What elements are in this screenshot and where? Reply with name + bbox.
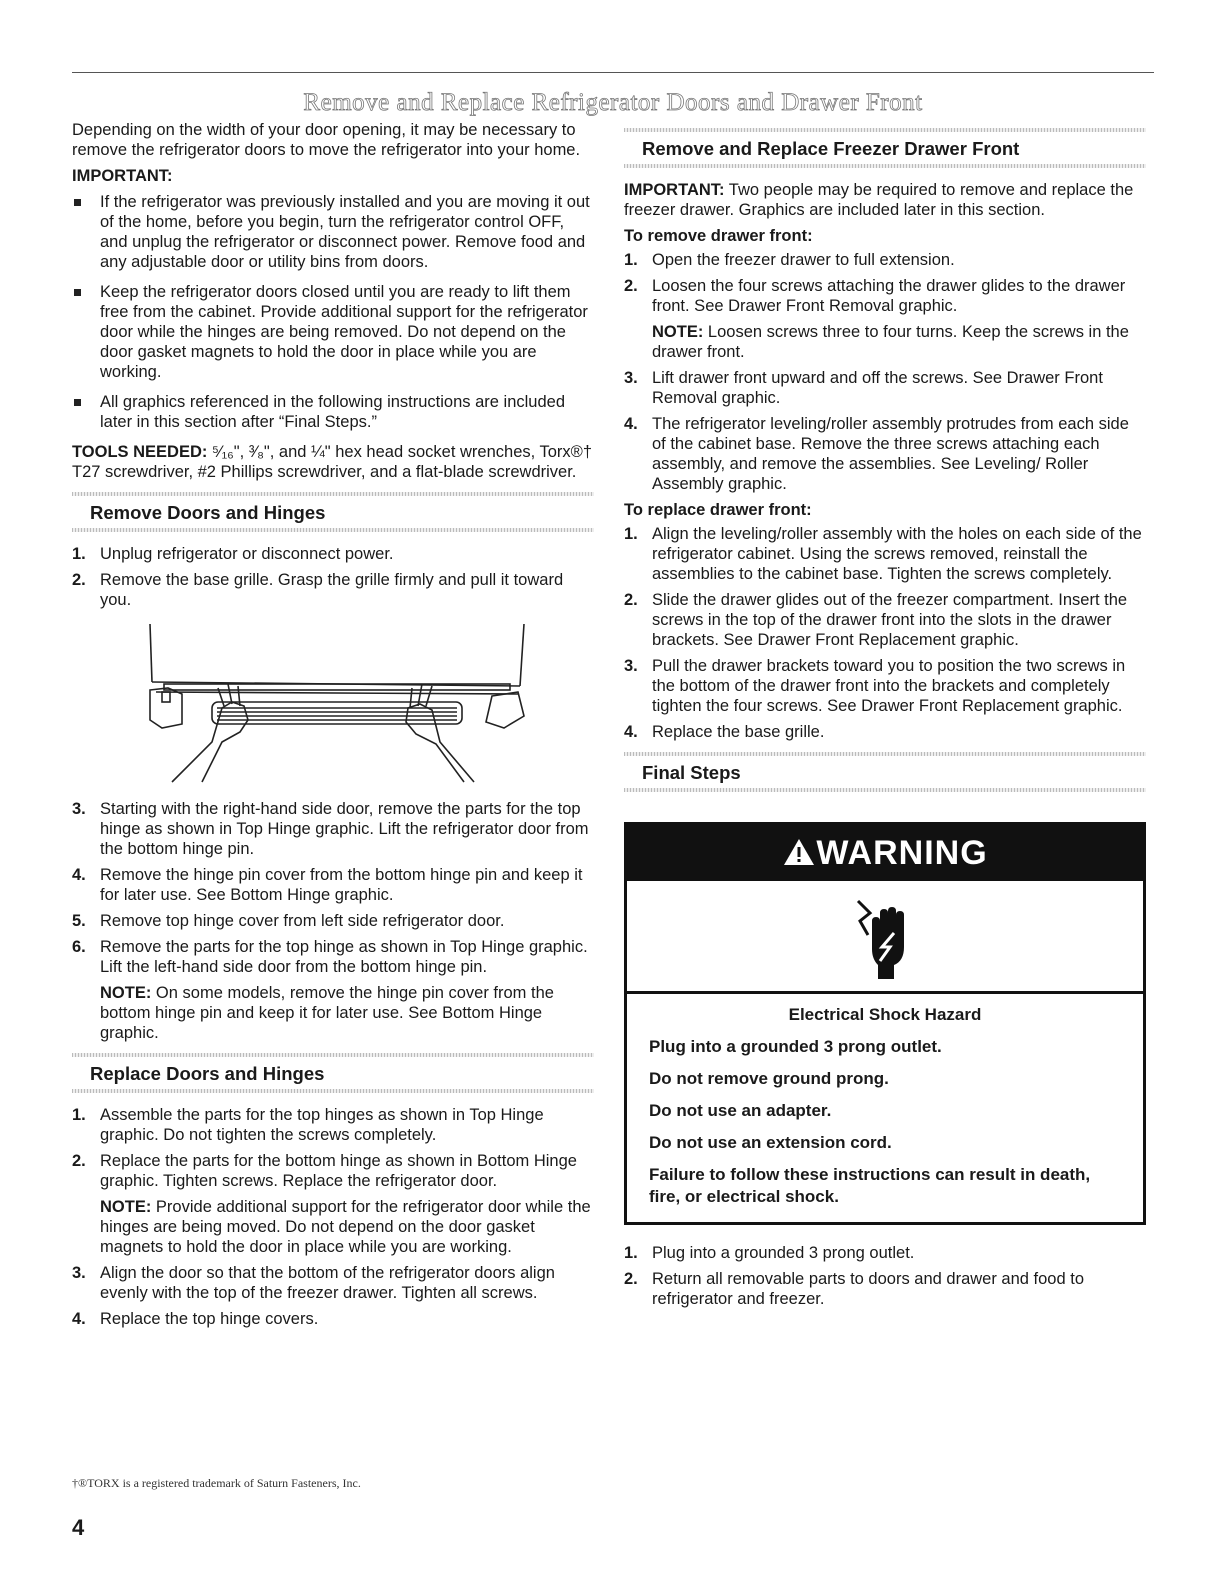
warning-line: Do not use an extension cord.: [649, 1133, 892, 1152]
remove-drawer-steps: [624, 250, 1146, 494]
step-item: [624, 250, 1146, 270]
page-title: Remove and Replace Refrigerator Doors and Drawer Front: [303, 89, 923, 116]
note-label: NOTE:: [100, 1198, 152, 1216]
step-note: [652, 322, 1146, 362]
step-item: [72, 1151, 594, 1257]
hazard-title: Electrical Shock Hazard: [788, 1005, 982, 1024]
top-rule: [72, 72, 1154, 73]
step-text: Align the leveling/roller assembly with the holes on each side of the refrigerator cabinet. Using the screws removed, reinstall the assemblies to the cabinet base. Tighten the screws completely.: [652, 525, 1142, 583]
electrical-shock-hand-icon: [850, 891, 920, 981]
section-rule: [624, 788, 1146, 792]
note-label: NOTE:: [652, 323, 704, 341]
step-number: 2.: [72, 1152, 86, 1170]
note-text: Provide additional support for the refrigerator door while the hinges are being moved. Do not depend on the door gasket magnets to hold the door in place while you are working.: [100, 1198, 591, 1256]
important-text: Two people may be required to remove and replace the freezer drawer. Graphics are included later in this section.: [624, 181, 1134, 219]
freezer-important: [624, 180, 1146, 220]
step-number: 3.: [72, 1264, 86, 1282]
step-number: 1.: [624, 251, 638, 269]
step-item: [624, 414, 1146, 494]
step-item: [624, 656, 1146, 716]
section-heading: Remove Doors and Hinges: [90, 502, 326, 523]
trademark-footnote: †®TORX is a registered trademark of Saturn Fasteners, Inc.: [72, 1476, 361, 1490]
step-item: [72, 570, 594, 610]
tools-text: ⁵⁄₁₆", ³⁄₈", and ¼" hex head socket wrenches, Torx®† T27 screwdriver, #2 Phillips screwdriver, and a flat-blade screwdriver.: [72, 443, 592, 481]
step-text: The refrigerator leveling/roller assembly protrudes from each side of the cabinet base. Remove the three screws attaching each assembly, and remove the assemblies. See Leveling/ Roller Assembly graphic.: [652, 415, 1129, 493]
step-text: Replace the parts for the bottom hinge as shown in Bottom Hinge graphic. Tighten screws. Replace the refrigerator door.: [100, 1152, 577, 1190]
step-number: 2.: [624, 591, 638, 609]
step-number: 2.: [624, 277, 638, 295]
bullet-item: If the refrigerator was previously installed and you are moving it out of the home, before you begin, turn the refrigerator control OFF, and unplug the refrigerator or disconnect power. Remove food and any adjustable door or utility bins from doors.: [72, 192, 594, 272]
warning-line: Do not use an adapter.: [649, 1101, 832, 1120]
warning-icon-area: [627, 881, 1143, 994]
step-item: [624, 524, 1146, 584]
step-number: 2.: [72, 571, 86, 589]
step-item: [72, 544, 594, 564]
step-item: [624, 1269, 1146, 1309]
step-number: 4.: [72, 866, 86, 884]
step-number: 1.: [624, 1244, 638, 1262]
step-number: 1.: [624, 525, 638, 543]
warning-line: Do not remove ground prong.: [649, 1069, 889, 1088]
step-text: Pull the drawer brackets toward you to position the two screws in the bottom of the drawer front into the brackets and completely tighten the four screws. See Drawer Front Replacement graphic.: [652, 657, 1126, 715]
bullet-item: Keep the refrigerator doors closed until you are ready to lift them free from the cabinet. Provide additional support for the refrigerator door while the hinges are being removed. Do not depend on the door gasket magnets to hold the door in place while you are working.: [72, 282, 594, 382]
step-note: [100, 1197, 594, 1257]
final-steps-list: [624, 1243, 1146, 1309]
step-text: Remove the base grille. Grasp the grille firmly and pull it toward you.: [100, 571, 564, 609]
base-grille-illustration: [72, 624, 594, 784]
step-text: Lift drawer front upward and off the screws. See Drawer Front Removal graphic.: [652, 369, 1103, 407]
step-number: 5.: [72, 912, 86, 930]
step-item: [72, 1309, 594, 1329]
step-number: 4.: [72, 1310, 86, 1328]
warning-box: [624, 822, 1146, 1225]
important-label: IMPORTANT:: [72, 167, 173, 185]
step-item: [624, 590, 1146, 650]
step-item: [72, 799, 594, 859]
section-heading: Remove and Replace Freezer Drawer Front: [642, 138, 1020, 159]
step-number: 1.: [72, 545, 86, 563]
step-number: 1.: [72, 1106, 86, 1124]
warning-header: [627, 825, 1143, 881]
step-item: [624, 368, 1146, 408]
step-item: [72, 1105, 594, 1145]
left-column: [72, 120, 594, 1335]
step-number: 4.: [624, 723, 638, 741]
step-number: 2.: [624, 1270, 638, 1288]
step-text: Loosen the four screws attaching the drawer glides to the drawer front. See Drawer Front Removal graphic.: [652, 277, 1126, 315]
step-text: Assemble the parts for the top hinges as shown in Top Hinge graphic. Do not tighten the screws completely.: [100, 1106, 544, 1144]
replace-doors-steps: [72, 1105, 594, 1329]
replace-drawer-subheading: To replace drawer front:: [624, 501, 812, 519]
step-item: [624, 722, 1146, 742]
section-replace-doors: [72, 1053, 594, 1093]
warning-body: [627, 994, 1143, 1222]
page-number: 4: [72, 1515, 85, 1540]
bullet-item: All graphics referenced in the following instructions are included later in this section after “Final Steps.”: [72, 392, 594, 432]
step-item: [72, 1263, 594, 1303]
note-label: NOTE:: [100, 984, 152, 1002]
step-text: Remove the hinge pin cover from the bottom hinge pin and keep it for later use. See Bottom Hinge graphic.: [100, 866, 583, 904]
section-heading: Final Steps: [642, 762, 741, 783]
step-item: [72, 911, 594, 931]
section-final-steps: [624, 752, 1146, 792]
step-text: Replace the top hinge covers.: [100, 1310, 319, 1328]
important-bullets: [72, 192, 594, 432]
important-label: IMPORTANT:: [624, 181, 725, 199]
step-number: 3.: [624, 369, 638, 387]
note-text: Loosen screws three to four turns. Keep the screws in the drawer front.: [652, 323, 1129, 361]
tools-label: TOOLS NEEDED:: [72, 443, 208, 461]
tools-needed: [72, 442, 594, 482]
step-text: Remove top hinge cover from left side refrigerator door.: [100, 912, 505, 930]
step-text: Starting with the right-hand side door, remove the parts for the top hinge as shown in Top Hinge graphic. Lift the refrigerator door from the bottom hinge pin.: [100, 800, 589, 858]
section-remove-doors: [72, 492, 594, 532]
step-item: [72, 937, 594, 1043]
step-text: Align the door so that the bottom of the refrigerator doors align evenly with the top of the freezer drawer. Tighten all screws.: [100, 1264, 555, 1302]
step-text: Slide the drawer glides out of the freezer compartment. Insert the screws in the top of the drawer front into the slots in the drawer brackets. See Drawer Front Replacement graphic.: [652, 591, 1128, 649]
warning-line: Failure to follow these instructions can result in death, fire, or electrical shock.: [649, 1165, 1091, 1206]
section-freezer-drawer: [624, 128, 1146, 168]
step-item: [624, 276, 1146, 362]
step-item: [72, 865, 594, 905]
remove-drawer-subheading: To remove drawer front:: [624, 227, 813, 245]
step-text: Replace the base grille.: [652, 723, 825, 741]
note-text: On some models, remove the hinge pin cover from the bottom hinge pin and keep it for later use. See Bottom Hinge graphic.: [100, 984, 554, 1042]
step-number: 3.: [624, 657, 638, 675]
step-text: Return all removable parts to doors and drawer and food to refrigerator and freezer.: [652, 1270, 1084, 1308]
intro-paragraph: Depending on the width of your door opening, it may be necessary to remove the refrigerator doors to move the refrigerator into your home.: [72, 121, 581, 159]
right-column: [624, 120, 1146, 1315]
warning-line: Plug into a grounded 3 prong outlet.: [649, 1037, 942, 1056]
step-item: [624, 1243, 1146, 1263]
step-text: Unplug refrigerator or disconnect power.: [100, 545, 394, 563]
section-rule: [72, 528, 594, 532]
step-text: Open the freezer drawer to full extension.: [652, 251, 955, 269]
remove-doors-steps: [72, 544, 594, 610]
warning-title: WARNING: [816, 834, 988, 872]
section-rule: [72, 1089, 594, 1093]
section-heading: Replace Doors and Hinges: [90, 1063, 325, 1084]
step-text: Plug into a grounded 3 prong outlet.: [652, 1244, 915, 1262]
section-rule: [624, 164, 1146, 168]
step-note: [100, 983, 594, 1043]
step-text: Remove the parts for the top hinge as shown in Top Hinge graphic. Lift the left-hand side door from the bottom hinge pin.: [100, 938, 588, 976]
remove-doors-steps-continued: [72, 799, 594, 1043]
step-number: 6.: [72, 938, 86, 956]
step-number: 4.: [624, 415, 638, 433]
warning-triangle-icon: [782, 837, 816, 867]
replace-drawer-steps: [624, 524, 1146, 742]
step-number: 3.: [72, 800, 86, 818]
